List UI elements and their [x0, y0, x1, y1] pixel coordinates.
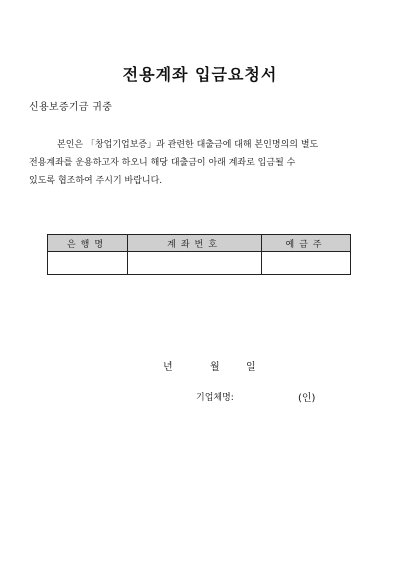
company-name-label: 기업체명:	[196, 393, 234, 403]
seal-mark: (인)	[298, 393, 316, 404]
bank-name-cell[interactable]	[48, 252, 128, 275]
account-holder-cell[interactable]	[262, 252, 351, 275]
body-line-2: 전용계좌를 운용하고자 하오니 해당 대출금이 아래 계좌로 입금될 수	[29, 158, 296, 168]
signature-line	[196, 390, 316, 404]
body-line-1: 본인은 「창업기업보증」과 관련한 대출금에 대해 본인명의의 별도	[57, 140, 319, 150]
request-body	[29, 136, 374, 190]
account-table-header-row	[48, 235, 351, 252]
account-number-cell[interactable]	[127, 252, 261, 275]
recipient-line: 신용보증기금 귀중	[29, 102, 113, 113]
table-row	[48, 252, 351, 275]
date-month-label: 월	[210, 362, 220, 373]
date-line	[163, 358, 256, 373]
header-account-number: 계좌번호	[127, 235, 261, 252]
date-day-label: 일	[246, 362, 256, 373]
header-account-holder: 예금주	[262, 235, 351, 252]
account-table	[47, 234, 351, 275]
page-title: 전용계좌 입금요청서	[122, 65, 278, 84]
header-bank-name: 은행명	[48, 235, 128, 252]
date-year-label: 년	[163, 362, 173, 373]
body-line-3: 있도록 협조하여 주시기 바랍니다.	[29, 176, 163, 186]
